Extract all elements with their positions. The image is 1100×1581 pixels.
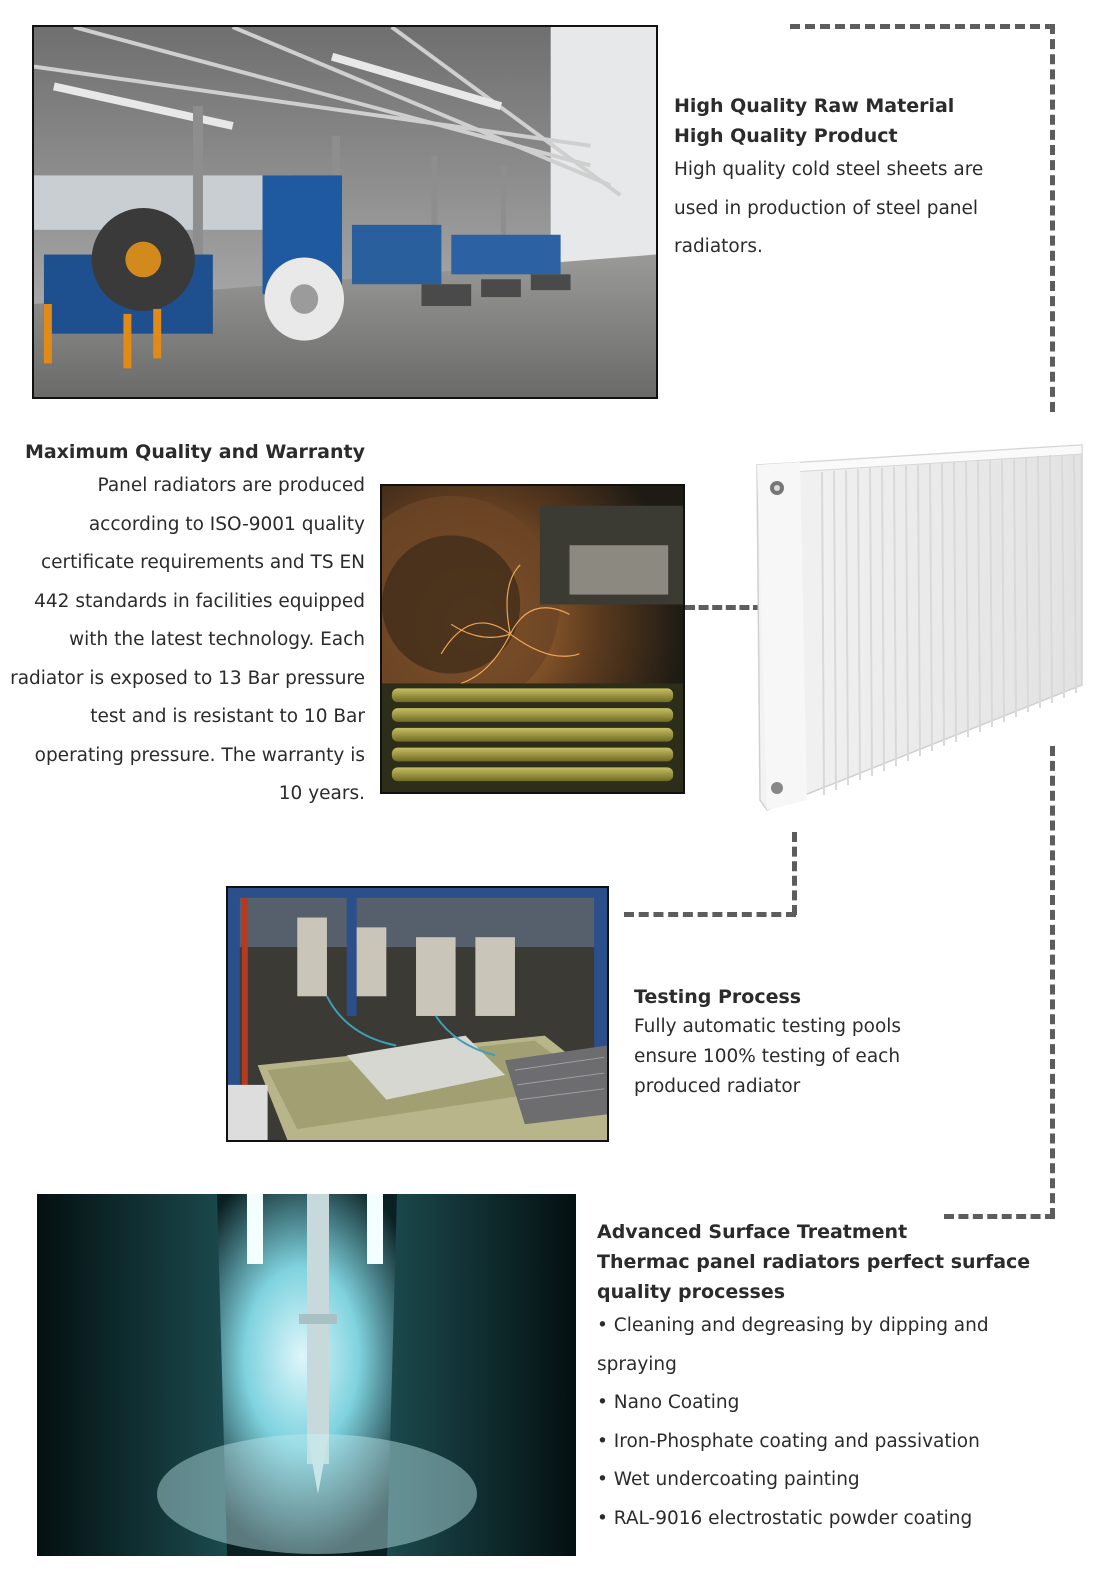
- surface-section: [597, 1217, 1077, 1538]
- surface-heading-2: Thermac panel radiators perfect surface quality processes: [597, 1251, 1031, 1303]
- list-item: • Wet undercoating painting: [597, 1469, 860, 1490]
- factory-hall-photo: [32, 25, 658, 399]
- panel-radiator-product: [752, 440, 1087, 815]
- list-item: • Nano Coating: [597, 1392, 740, 1413]
- testing-heading: Testing Process: [634, 986, 802, 1008]
- list-item: • Cleaning and degreasing by dipping and spraying: [597, 1315, 989, 1375]
- warranty-heading: Maximum Quality and Warranty: [24, 441, 365, 463]
- raw-material-heading-1: High Quality Raw Material: [674, 95, 955, 117]
- coating-booth-photo: [37, 1194, 576, 1556]
- list-item: • RAL-9016 electrostatic powder coating: [597, 1507, 973, 1529]
- raw-material-section: [674, 91, 1014, 267]
- connector-top-horizontal: [790, 24, 1055, 29]
- raw-material-heading-2: High Quality Product: [674, 125, 898, 147]
- connector-testing-horizontal: [624, 912, 796, 917]
- valve-bottom-icon: [771, 782, 783, 794]
- warranty-body: Panel radiators are produced according to ISO-9001 quality certificate requirements and TS EN 442 standards in facilities equipped with the latest technology. Each radiator is exposed to 13 Bar pressure test and is resistant to 10 Bar operating pressure. The warranty is 10 years.: [10, 475, 365, 804]
- connector-right-vertical: [1050, 746, 1055, 1218]
- surface-heading-1: Advanced Surface Treatment: [597, 1221, 908, 1243]
- warranty-section: [10, 437, 365, 814]
- connector-radiator-down: [792, 832, 797, 915]
- connector-top-vertical: [1050, 24, 1055, 412]
- testing-pool-photo: [226, 886, 609, 1142]
- surface-process-list: [597, 1307, 1017, 1538]
- testing-section: [634, 982, 934, 1102]
- list-item: • Iron-Phosphate coating and passivation: [597, 1430, 980, 1452]
- welding-sparks-photo: [380, 484, 685, 794]
- testing-body: Fully automatic testing pools ensure 100% testing of each produced radiator: [634, 1016, 902, 1097]
- raw-material-body: High quality cold steel sheets are used in production of steel panel radiators.: [674, 159, 984, 257]
